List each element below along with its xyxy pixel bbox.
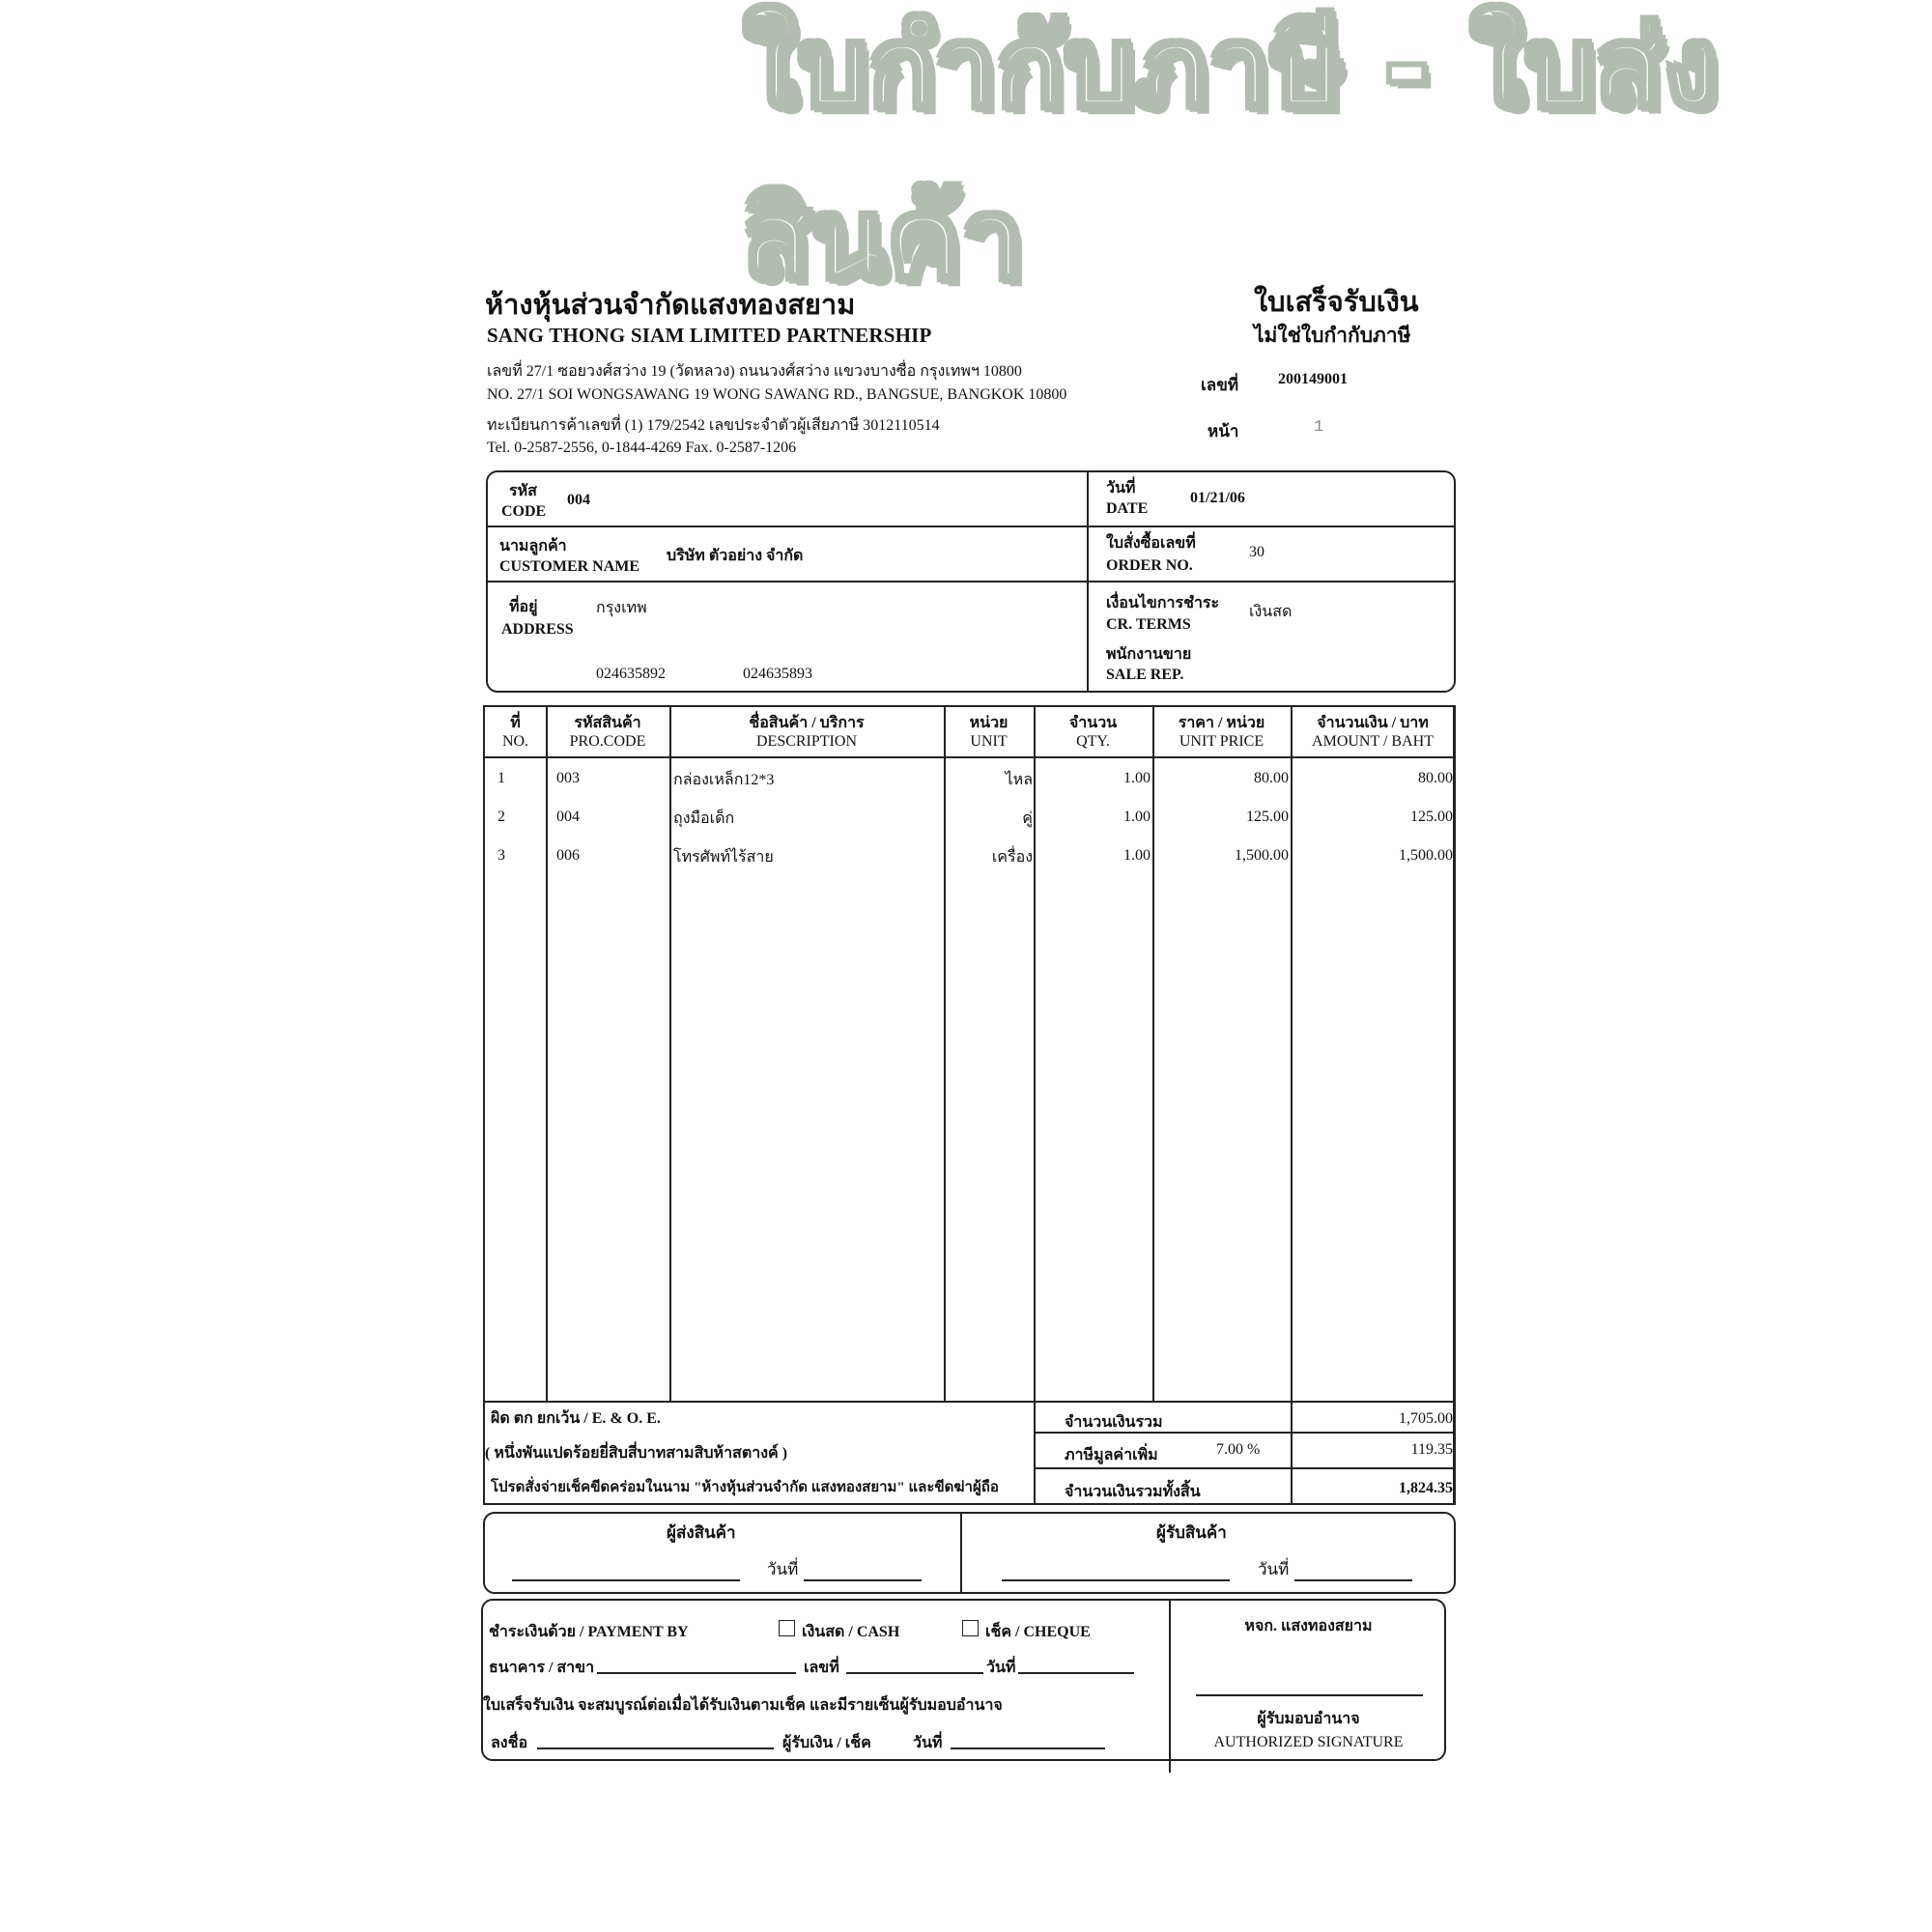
- column-divider: [1291, 707, 1293, 1505]
- row-3-no: 3: [497, 847, 505, 864]
- authorized-label-en: AUTHORIZED SIGNATURE: [1213, 1734, 1404, 1750]
- sender-date-line[interactable]: [804, 1579, 922, 1581]
- bank-branch-line[interactable]: [597, 1672, 796, 1674]
- customer-name-label-en: CUSTOMER NAME: [499, 558, 640, 575]
- signature-line[interactable]: [537, 1747, 774, 1749]
- cash-label: เงินสด / CASH: [802, 1624, 900, 1640]
- cheque-checkbox[interactable]: [962, 1620, 979, 1636]
- column-divider: [546, 707, 548, 1401]
- delivery-divider: [960, 1514, 962, 1592]
- page-number: 1: [1314, 418, 1324, 437]
- header-divider: [485, 756, 1453, 758]
- company-name-english: SANG THONG SIAM LIMITED PARTNERSHIP: [487, 324, 932, 347]
- payee-label: ผู้รับเงิน / เช็ค: [782, 1735, 871, 1751]
- sender-date-label: วันที่: [767, 1560, 799, 1578]
- summary-divider: [485, 1401, 1453, 1403]
- order-no-label-th: ใบสั่งซื้อเลขที่: [1106, 535, 1196, 552]
- row-2-unit: คู่: [1022, 810, 1033, 827]
- authorized-signature-line[interactable]: [1196, 1694, 1423, 1696]
- company-address-english: NO. 27/1 SOI WONGSAWANG 19 WONG SAWANG RD., BANGSUE, BANGKOK 10800: [487, 386, 1067, 403]
- address-label-en: ADDRESS: [501, 621, 574, 638]
- row-3-code: 006: [556, 847, 580, 864]
- column-header-code: รหัสสินค้า PRO.CODE: [569, 715, 646, 750]
- column-divider: [1034, 707, 1036, 1505]
- column-header-description: ชื่อสินค้า / บริการ DESCRIPTION: [749, 715, 865, 750]
- total-label: จำนวนเงินรวมทั้งสิ้น: [1065, 1484, 1201, 1500]
- vat-amount: 119.35: [1410, 1441, 1453, 1458]
- row-1-description: กล่องเหล็ก12*3: [673, 772, 775, 788]
- code-label-en: CODE: [501, 503, 547, 520]
- date-label-en: DATE: [1106, 500, 1149, 517]
- order-no-label-en: ORDER NO.: [1106, 557, 1193, 574]
- salerep-label-th: พนักงานขาย: [1106, 646, 1192, 663]
- column-header-no: ที่ NO.: [501, 715, 529, 750]
- row-2-amount: 125.00: [1410, 809, 1453, 825]
- credit-terms: เงินสด: [1249, 604, 1293, 620]
- company-short-name: หจก. แสงทองสยาม: [1244, 1618, 1373, 1634]
- column-header-unit-price: ราคา / หน่วย UNIT PRICE: [1178, 715, 1265, 750]
- cheque-date-label: วันที่: [986, 1660, 1016, 1676]
- info-row-divider: [488, 581, 1454, 582]
- signature-label: ลงชื่อ: [491, 1735, 528, 1751]
- company-registration: ทะเบียนการค้าเลขที่ (1) 179/2542 เลขประจำตัวผู้เสียภาษี 3012110514: [487, 417, 940, 434]
- column-header-qty: จำนวน QTY.: [1068, 715, 1118, 750]
- payee-date-label: วันที่: [913, 1735, 943, 1751]
- receiver-label: ผู้รับสินค้า: [1156, 1523, 1227, 1542]
- receiver-date-label: วันที่: [1258, 1560, 1290, 1578]
- cheque-instruction: โปรดสั่งจ่ายเช็คขีดคร่อมในนาม "ห้างหุ้นส่วนจำกัด แสงทองสยาม" และขีดฆ่าผู้ถือ: [491, 1480, 999, 1495]
- customer-name-label-th: นามลูกค้า: [499, 538, 567, 554]
- receiver-date-line[interactable]: [1294, 1579, 1412, 1581]
- items-table: [483, 705, 1456, 1505]
- date-label-th: วันที่: [1106, 480, 1136, 497]
- vat-label: ภาษีมูลค่าเพิ่ม: [1065, 1447, 1158, 1463]
- document-title: ใบเสร็จรับเงิน: [1254, 287, 1419, 318]
- row-1-qty: 1.00: [1123, 770, 1151, 786]
- authorized-label-th: ผู้รับมอบอำนาจ: [1257, 1711, 1360, 1727]
- row-1-unit: ไหล: [1005, 772, 1033, 788]
- document-type-banner: ใบกำกับภาษี - ใบส่งสินค้า: [744, 5, 1719, 302]
- sender-signature-line[interactable]: [512, 1579, 740, 1581]
- cheque-number-label: เลขที่: [804, 1660, 839, 1676]
- customer-name: บริษัท ตัวอย่าง จำกัด: [667, 548, 804, 564]
- cash-checkbox[interactable]: [779, 1620, 795, 1636]
- payment-box: [481, 1599, 1446, 1761]
- eoe-note: ผิด ตก ยกเว้น / E. & O. E.: [491, 1410, 661, 1427]
- grand-total: 1,824.35: [1399, 1480, 1453, 1496]
- company-contact: Tel. 0-2587-2556, 0-1844-4269 Fax. 0-2587-1206: [487, 440, 797, 456]
- row-2-code: 004: [556, 809, 580, 825]
- code-label-th: รหัส: [509, 483, 537, 499]
- salerep-label-en: SALE REP.: [1106, 667, 1184, 683]
- terms-label-en: CR. TERMS: [1106, 616, 1191, 633]
- row-2-description: ถุงมือเด็ก: [673, 810, 735, 827]
- row-1-unit-price: 80.00: [1254, 770, 1289, 786]
- company-address-thai: เลขที่ 27/1 ซอยวงศ์สว่าง 19 (วัดหลวง) ถนนวงศ์สว่าง แขวงบางซื่อ กรุงเทพฯ 10800: [487, 363, 1022, 380]
- cheque-number-line[interactable]: [846, 1672, 983, 1674]
- order-number: 30: [1249, 544, 1264, 560]
- row-1-code: 003: [556, 770, 580, 786]
- subtotal-amount: 1,705.00: [1399, 1410, 1453, 1427]
- column-header-unit: หน่วย UNIT: [969, 715, 1009, 750]
- summary-row-divider: [1034, 1467, 1455, 1469]
- cheque-label: เช็ค / CHEQUE: [985, 1624, 1091, 1640]
- receipt-completeness-note: ใบเสร็จรับเงิน จะสมบูรณ์ต่อเมื่อได้รับเงินตามเช็ค และมีรายเซ็นผู้รับมอบอำนาจ: [483, 1697, 1003, 1714]
- row-3-amount: 1,500.00: [1399, 847, 1453, 864]
- bank-branch-label: ธนาคาร / สาขา: [489, 1660, 595, 1676]
- row-2-no: 2: [497, 809, 505, 825]
- document-number: 200149001: [1278, 371, 1348, 387]
- subtotal-label: จำนวนเงินรวม: [1065, 1414, 1163, 1431]
- row-3-unit-price: 1,500.00: [1235, 847, 1289, 864]
- invoice-date: 01/21/06: [1190, 490, 1245, 506]
- delivery-signature-box: [483, 1512, 1456, 1594]
- column-divider: [669, 707, 671, 1401]
- payee-date-line[interactable]: [951, 1747, 1105, 1749]
- row-3-qty: 1.00: [1123, 847, 1151, 864]
- info-row-divider: [488, 526, 1454, 527]
- terms-label-th: เงื่อนไขการชำระ: [1106, 595, 1220, 611]
- page-label: หน้า: [1208, 422, 1239, 440]
- customer-address: กรุงเทพ: [596, 600, 647, 616]
- customer-phone-1: 024635892: [596, 666, 666, 682]
- customer-code: 004: [567, 492, 590, 508]
- customer-phone-2: 024635893: [743, 666, 812, 682]
- receiver-signature-line[interactable]: [1002, 1579, 1230, 1581]
- row-1-amount: 80.00: [1418, 770, 1453, 786]
- payment-by-label: ชำระเงินด้วย / PAYMENT BY: [489, 1624, 689, 1640]
- company-name-thai: ห้างหุ้นส่วนจำกัดแสงทองสยาม: [485, 290, 856, 321]
- row-3-description: โทรศัพท์ไร้สาย: [673, 849, 774, 866]
- amount-in-words: ( หนึ่งพันแปดร้อยยี่สิบสี่บาทสามสิบห้าสตางค์ ): [485, 1445, 788, 1462]
- row-1-no: 1: [497, 770, 505, 786]
- column-header-amount: จำนวนเงิน / บาท AMOUNT / BAHT: [1312, 715, 1434, 750]
- cheque-date-line[interactable]: [1018, 1672, 1134, 1674]
- sender-label: ผู้ส่งสินค้า: [667, 1523, 736, 1542]
- address-label-th: ที่อยู่: [509, 599, 538, 615]
- row-3-unit: เครื่อง: [991, 849, 1033, 866]
- document-subtitle: ไม่ใช่ใบกำกับภาษี: [1254, 324, 1411, 347]
- row-2-qty: 1.00: [1123, 809, 1151, 825]
- vat-rate: 7.00 %: [1216, 1441, 1261, 1458]
- document-number-label: เลขที่: [1201, 376, 1239, 394]
- customer-info-box: [486, 470, 1456, 693]
- row-2-unit-price: 125.00: [1246, 809, 1289, 825]
